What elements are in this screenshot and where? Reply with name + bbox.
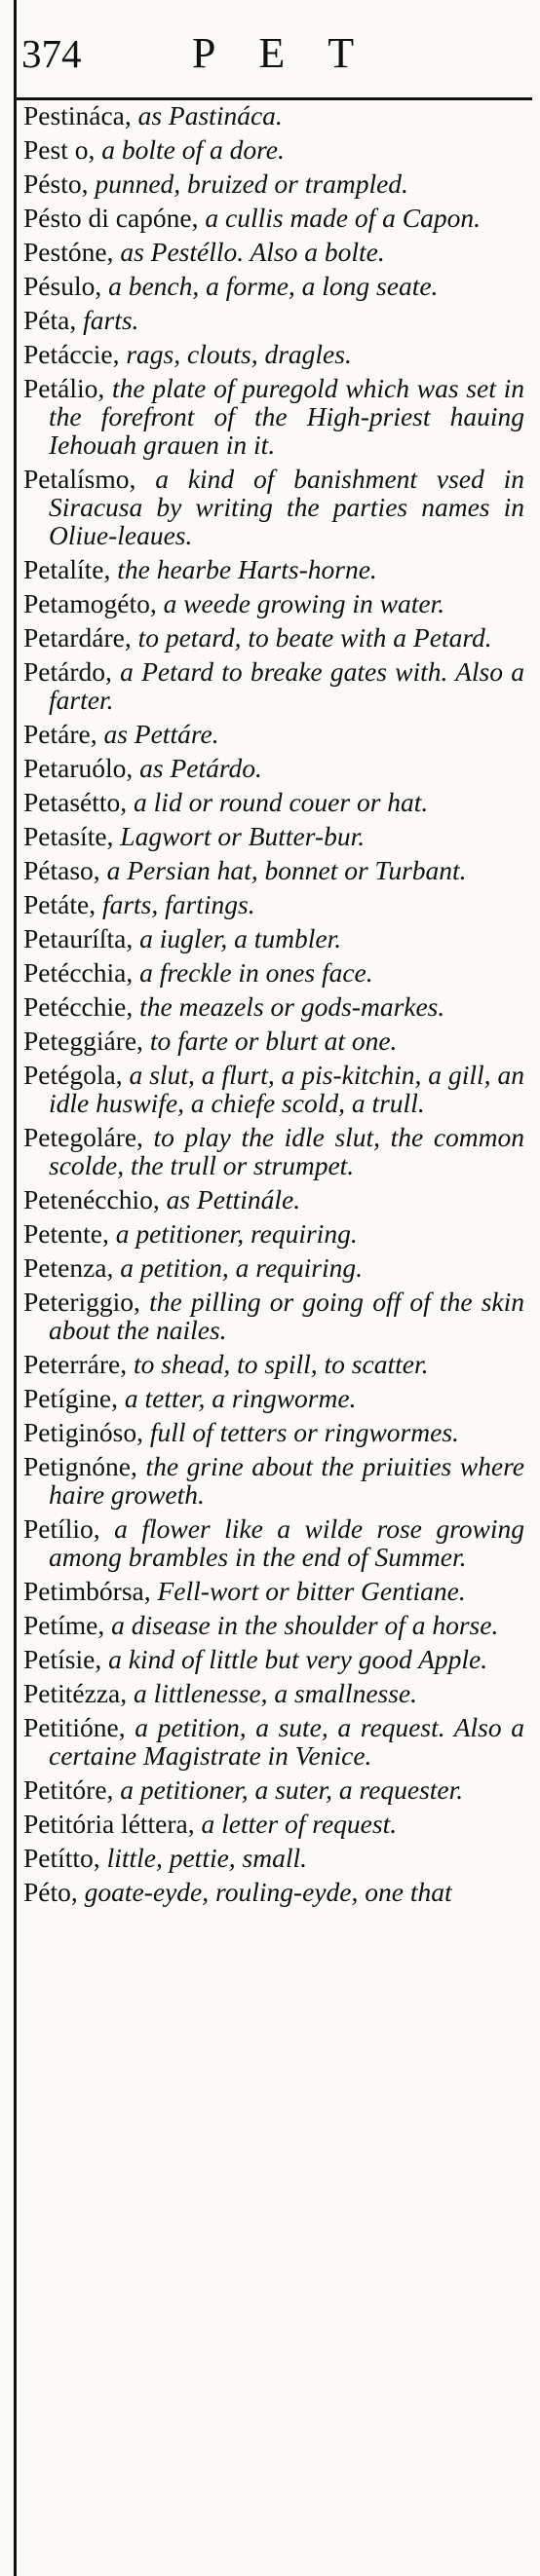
entry-headword: Pestináca,: [23, 100, 132, 131]
entry-definition: to shead, to spill, to scatter.: [133, 1349, 429, 1379]
dictionary-entry: [23, 238, 524, 266]
entry-headword: Petígine,: [23, 1383, 119, 1413]
entry-definition: a flower like a wilde rose growing among brambles in the end of Summer.: [49, 1513, 524, 1572]
entry-headword: Petardáre,: [23, 622, 132, 653]
dictionary-entry: [23, 169, 524, 198]
dictionary-entry: [23, 1611, 524, 1639]
entry-definition: to petard, to beate with a Petard.: [137, 622, 492, 653]
entry-definition: full of tetters or ringwormes.: [149, 1417, 459, 1447]
entry-definition: goate-eyde, rouling-eyde, one that: [84, 1877, 452, 1907]
dictionary-entry: [23, 1123, 524, 1179]
entry-definition: as Pettinále.: [166, 1184, 301, 1214]
entry-headword: Petamogéto,: [23, 588, 157, 618]
entry-definition: Lagwort or Butter-bur.: [120, 821, 366, 851]
entry-definition: punned, bruized or trampled.: [95, 168, 408, 199]
dictionary-entry: [23, 1713, 524, 1770]
dictionary-entry: [23, 924, 524, 952]
entry-headword: Petíme,: [23, 1610, 105, 1640]
entry-headword: Pest o,: [23, 134, 96, 165]
dictionary-entry: [23, 1452, 524, 1509]
entry-definition: Fell-wort or bitter Gentiane.: [157, 1576, 466, 1606]
entry-definition: a iugler, a tumbler.: [139, 923, 342, 953]
dictionary-entry: [23, 1844, 524, 1872]
dictionary-entry: [23, 1577, 524, 1605]
entry-definition: a lid or round couer or hat.: [134, 787, 429, 817]
entry-definition: the grine about the priuities where haire groweth.: [49, 1451, 524, 1510]
dictionary-entry: [23, 204, 524, 232]
entry-headword: Pésto,: [23, 168, 89, 199]
dictionary-entry: [23, 101, 524, 130]
dictionary-entry: [23, 1061, 524, 1117]
entry-definition: a petition, a requiring.: [120, 1252, 364, 1283]
entry-headword: Petignóne,: [23, 1451, 137, 1481]
dictionary-entry: [23, 1679, 524, 1707]
dictionary-entry: [23, 1645, 524, 1673]
entry-headword: Petégola,: [23, 1060, 123, 1090]
entry-definition: the meazels or gods-markes.: [139, 991, 445, 1022]
entry-list: [23, 101, 524, 1912]
entry-headword: Petécchia,: [23, 957, 134, 988]
entry-headword: Petasíte,: [23, 821, 114, 851]
entry-definition: little, pettie, small.: [106, 1843, 308, 1873]
entry-headword: Petécchie,: [23, 991, 134, 1022]
entry-definition: farts.: [83, 305, 139, 335]
entry-definition: the plate of puregold which was set in the forefront of the High-priest hauing Iehouah grauen in it.: [49, 373, 525, 460]
dictionary-entry: [23, 1514, 524, 1571]
entry-definition: a tetter, a ringworme.: [124, 1383, 357, 1413]
dictionary-entry: [23, 1219, 524, 1248]
entry-headword: Petasétto,: [23, 787, 128, 817]
entry-headword: Petauríſta,: [23, 923, 134, 953]
dictionary-entry: [23, 720, 524, 748]
dictionary-entry: [23, 1775, 524, 1804]
entry-headword: Petitória léttera,: [23, 1809, 195, 1839]
entry-headword: Petenécchio,: [23, 1184, 160, 1214]
entry-headword: Petaruólo,: [23, 753, 134, 783]
dictionary-entry: [23, 657, 524, 714]
dictionary-entry: [23, 135, 524, 164]
entry-definition: to farte or blurt at one.: [149, 1026, 398, 1056]
dictionary-entry: [23, 1878, 524, 1906]
page-number: 374: [21, 31, 82, 76]
entry-headword: Péto,: [23, 1877, 78, 1907]
dictionary-entry: [23, 890, 524, 918]
entry-definition: a petition, a sute, a request. Also a certaine Magistrate in Venice.: [49, 1712, 524, 1771]
entry-headword: Péta,: [23, 305, 77, 335]
entry-headword: Petáte,: [23, 889, 96, 919]
entry-definition: as Pastináca.: [137, 100, 283, 131]
entry-definition: a Petard to breake gates with. Also a farter.: [49, 656, 524, 715]
dictionary-entry: [23, 272, 524, 300]
entry-headword: Petítto,: [23, 1843, 100, 1873]
entry-headword: Petísie,: [23, 1644, 102, 1674]
dictionary-entry: [23, 1418, 524, 1446]
dictionary-entry: [23, 958, 524, 987]
entry-definition: a letter of request.: [201, 1809, 398, 1839]
entry-definition: the hearbe Harts-horne.: [117, 554, 377, 584]
entry-definition: a bolte of a dore.: [101, 134, 285, 165]
dictionary-entry: [23, 788, 524, 816]
entry-headword: Petiginóso,: [23, 1417, 143, 1447]
entry-definition: a cullis made of a Capon.: [205, 203, 481, 233]
entry-definition: a weede growing in water.: [163, 588, 445, 618]
entry-definition: a freckle in ones face.: [139, 957, 373, 988]
entry-definition: as Pettáre.: [103, 719, 219, 749]
dictionary-entry: [23, 465, 524, 549]
entry-headword: Petálio,: [23, 373, 105, 403]
entry-headword: Petenza,: [23, 1252, 114, 1283]
dictionary-entry: [23, 754, 524, 782]
dictionary-entry: [23, 340, 524, 368]
entry-headword: Peteriggio,: [23, 1287, 140, 1317]
dictionary-entry: [23, 589, 524, 617]
entry-definition: a slut, a flurt, a pis-kitchin, a gill, an idle huswife, a chiefe scold, a trull.: [49, 1060, 524, 1118]
dictionary-entry: [23, 1350, 524, 1378]
dictionary-entry: [23, 306, 524, 334]
dictionary-entry: [23, 1253, 524, 1282]
entry-definition: a littlenesse, a smallnesse.: [134, 1678, 418, 1708]
entry-headword: Petárdo,: [23, 656, 112, 687]
dictionary-entry: [23, 623, 524, 652]
page-header: [14, 29, 532, 80]
dictionary-entry: [23, 1288, 524, 1344]
entry-headword: Pésto di capóne,: [23, 203, 199, 233]
entry-headword: Petalíte,: [23, 554, 111, 584]
dictionary-entry: [23, 555, 524, 583]
entry-headword: Petalísmo,: [23, 464, 136, 494]
dictionary-entry: [23, 992, 524, 1021]
dictionary-entry: [23, 1384, 524, 1412]
entry-headword: Petitióne,: [23, 1712, 126, 1742]
entry-headword: Petente,: [23, 1218, 109, 1249]
entry-headword: Petílio,: [23, 1513, 100, 1544]
entry-definition: a petitioner, requiring.: [115, 1218, 358, 1249]
entry-headword: Peteggiáre,: [23, 1026, 143, 1056]
entry-definition: as Pestéllo. Also a bolte.: [120, 237, 385, 267]
dictionary-entry: [23, 1185, 524, 1213]
entry-headword: Peterráre,: [23, 1349, 128, 1379]
entry-headword: Petáre,: [23, 719, 97, 749]
entry-definition: a kind of little but very good Apple.: [108, 1644, 488, 1674]
entry-headword: Pétaso,: [23, 855, 100, 885]
entry-definition: as Petárdo.: [139, 753, 262, 783]
entry-definition: a petitioner, a suter, a requester.: [120, 1774, 464, 1805]
entry-headword: Petegoláre,: [23, 1122, 143, 1152]
dictionary-entry: [23, 856, 524, 884]
entry-definition: to play the idle slut, the common scolde, the trull or strumpet.: [49, 1122, 525, 1180]
entry-definition: farts, fartings.: [101, 889, 255, 919]
entry-headword: Pestóne,: [23, 237, 114, 267]
entry-definition: a disease in the shoulder of a horse.: [111, 1610, 499, 1640]
left-border-rule: [14, 0, 17, 2576]
entry-definition: rags, clouts, dragles.: [126, 339, 352, 369]
entry-definition: a bench, a forme, a long seate.: [108, 271, 439, 301]
dictionary-entry: [23, 1027, 524, 1055]
entry-headword: Petitóre,: [23, 1774, 114, 1805]
entry-headword: Petitézza,: [23, 1678, 128, 1708]
entry-headword: Pésulo,: [23, 271, 102, 301]
entry-definition: a kind of banishment vsed in Siracusa by writing the parties names in Oliue-leaues.: [49, 464, 525, 550]
dictionary-entry: [23, 822, 524, 850]
entry-definition: the pilling or going off of the skin about the nailes.: [49, 1287, 524, 1345]
entry-headword: Petimbórsa,: [23, 1576, 151, 1606]
dictionary-entry: [23, 374, 524, 459]
dictionary-entry: [23, 1810, 524, 1838]
running-head: PET: [191, 29, 398, 77]
entry-definition: a Persian hat, bonnet or Turbant.: [106, 855, 467, 885]
entry-headword: Petáccie,: [23, 339, 120, 369]
